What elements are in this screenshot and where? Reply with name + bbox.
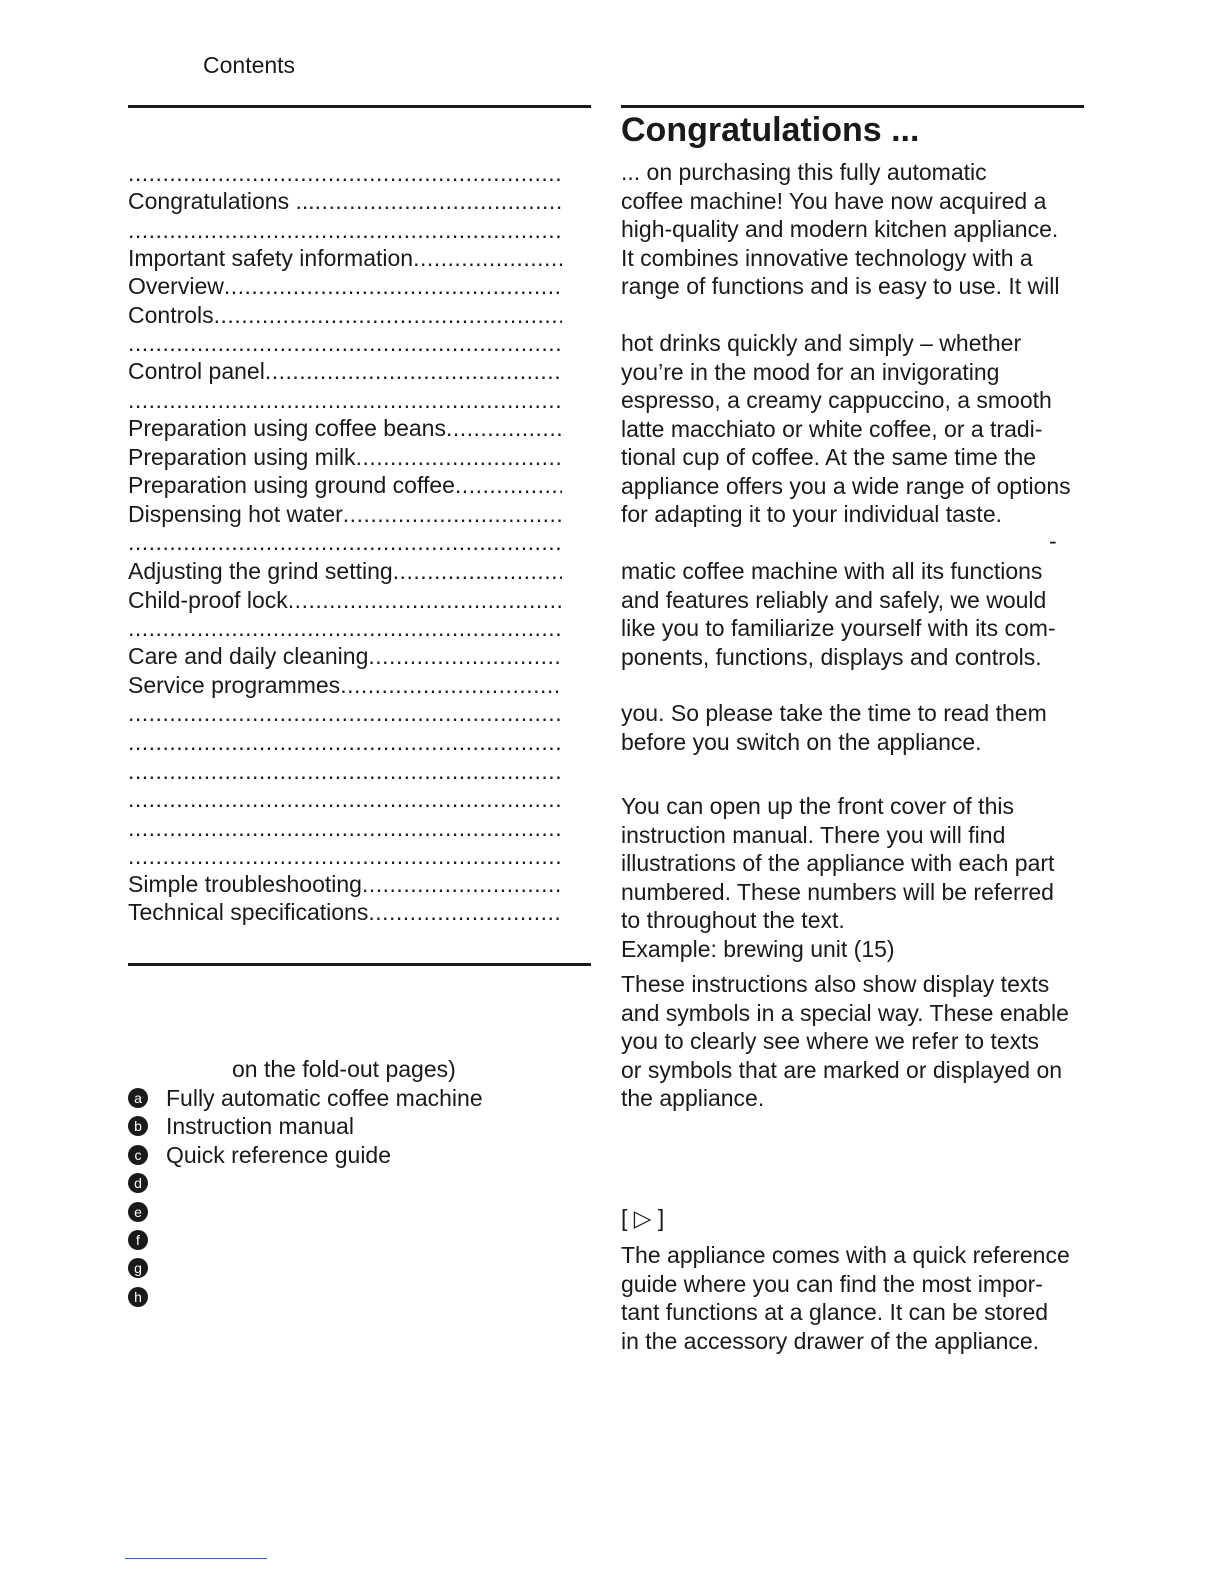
paragraph-line: to throughout the text. <box>621 907 845 933</box>
paragraph-line: tional cup of coffee. At the same time the <box>621 444 1037 470</box>
toc-entry[interactable] <box>128 414 562 442</box>
toc-dot-leader <box>413 244 562 272</box>
toc-dot-leader <box>362 870 562 898</box>
toc-entry-label: Control panel <box>128 358 265 384</box>
paragraph-line: appliance offers you a wide range of options <box>621 472 1071 499</box>
contents-list-item-label: Fully automatic coffee machine <box>166 1085 483 1111</box>
toc-entry[interactable] <box>128 272 562 300</box>
toc-entry[interactable] <box>128 216 562 244</box>
intro-paragraph-2 <box>621 329 1091 529</box>
toc-entry-label: Congratulations ... <box>128 188 315 214</box>
toc-entry[interactable] <box>128 329 562 357</box>
contents-list-item <box>128 1226 166 1254</box>
toc-dot-leader <box>224 272 562 300</box>
toc-entry[interactable] <box>128 642 562 670</box>
toc-entry-label: Important safety information <box>128 245 414 271</box>
toc-entry-label: Preparation using milk <box>128 444 356 470</box>
toc-bottom-rule <box>128 963 591 966</box>
toc-top-rule <box>128 105 591 108</box>
contents-list-item <box>128 1141 391 1169</box>
toc-entry[interactable] <box>128 728 562 756</box>
toc-entry-label: Child-proof lock <box>128 587 288 613</box>
toc-entry[interactable] <box>128 671 562 699</box>
toc-dot-leader <box>128 386 562 414</box>
toc-dot-leader <box>128 528 562 556</box>
toc-dot-leader <box>393 557 562 585</box>
toc-entry-label: Controls <box>128 302 214 328</box>
paragraph-line: or symbols that are marked or displayed on <box>621 1056 1063 1083</box>
paragraph-line: The appliance comes with a quick reference <box>621 1242 1070 1268</box>
toc-dot-leader <box>340 671 562 699</box>
paragraph-line: for adapting it to your individual taste. <box>621 501 1003 527</box>
toc-entry[interactable] <box>128 357 562 385</box>
toc-entry[interactable] <box>128 699 562 727</box>
contents-list-item-label: Quick reference guide <box>166 1141 392 1168</box>
letter-bullet-icon: a <box>128 1088 148 1108</box>
paragraph-line: espresso, a creamy cappuccino, a smooth <box>621 387 1052 413</box>
toc-entry[interactable] <box>128 244 562 272</box>
toc-dot-leader <box>128 814 562 842</box>
letter-bullet-icon: d <box>128 1173 148 1193</box>
intro-paragraph-6 <box>621 970 1091 1113</box>
toc-dot-leader <box>128 699 562 727</box>
intro-paragraph-7 <box>621 1241 1091 1355</box>
toc-dot-leader <box>128 842 562 870</box>
toc-entry-label: Adjusting the grind setting <box>128 558 393 584</box>
page-header-title: Contents <box>203 52 296 78</box>
toc-dot-leader <box>128 785 562 813</box>
toc-dot-leader <box>128 329 562 357</box>
toc-entry-label: Simple troubleshooting <box>128 871 362 897</box>
paragraph-line: you to clearly see where we refer to texts <box>621 1028 1040 1054</box>
paragraph-line: you. So please take the time to read them <box>621 700 1047 726</box>
toc-dot-leader <box>128 614 562 642</box>
paragraph-line: It combines innovative technology with a <box>621 244 1033 271</box>
letter-bullet-icon: f <box>128 1230 148 1250</box>
toc-entry[interactable] <box>128 187 562 215</box>
paragraph-line: latte macchiato or white coffee, or a tradi- <box>621 415 1043 442</box>
contents-intro <box>232 1055 456 1083</box>
paragraph-line: instruction manual. There you will find <box>621 821 1006 848</box>
toc-entry[interactable] <box>128 471 562 499</box>
toc-entry[interactable] <box>128 500 562 528</box>
toc-dot-leader <box>315 187 562 215</box>
toc-entry[interactable] <box>128 785 562 813</box>
letter-bullet-icon: e <box>128 1202 148 1222</box>
contents-intro-text: on the fold-out pages) <box>232 1056 456 1082</box>
paragraph-line: coffee machine! You have now acquired a <box>621 187 1047 214</box>
toc-entry[interactable] <box>128 557 562 585</box>
toc-dot-leader <box>128 728 562 756</box>
paragraph-line: like you to familiarize yourself with its com- <box>621 615 1056 641</box>
toc-entry-label: Service programmes <box>128 672 341 698</box>
intro-top-rule <box>621 105 1084 108</box>
toc-entry[interactable] <box>128 870 562 898</box>
contents-list-item-label: Instruction manual <box>166 1113 354 1140</box>
paragraph-line: and symbols in a special way. These enable <box>621 999 1069 1026</box>
toc-entry-label: Care and daily cleaning <box>128 643 369 669</box>
toc-entry[interactable] <box>128 586 562 614</box>
contents-list-item <box>128 1283 166 1311</box>
toc-dot-leader <box>128 159 562 187</box>
toc-entry[interactable] <box>128 814 562 842</box>
contents-list-item <box>128 1198 166 1226</box>
toc-dot-leader <box>368 642 562 670</box>
paragraph-line: guide where you can find the most impor- <box>621 1270 1043 1297</box>
toc-entry-label: Overview <box>128 273 224 299</box>
intro-paragraph-3 <box>621 557 1091 671</box>
paragraph-line: ponents, functions, displays and controls. <box>621 643 1042 670</box>
toc-entry[interactable] <box>128 898 562 926</box>
paragraph-line: numbered. These numbers will be referred <box>621 878 1054 905</box>
paragraph-line: range of functions and is easy to use. It will <box>621 273 1060 299</box>
toc-dot-leader <box>446 414 562 442</box>
contents-list-item <box>128 1169 166 1197</box>
toc-entry-label: Preparation using ground coffee <box>128 472 455 498</box>
paragraph-line: These instructions also show display texts <box>621 971 1050 997</box>
letter-bullet-icon: g <box>128 1258 148 1278</box>
toc-entry[interactable] <box>128 842 562 870</box>
paragraph-line: you’re in the mood for an invigorating <box>621 358 1000 385</box>
toc-entry[interactable] <box>128 757 562 785</box>
toc-entry[interactable] <box>128 528 562 556</box>
intro-paragraph-1 <box>621 158 1091 301</box>
intro-paragraph-5 <box>621 792 1091 963</box>
paragraph-line: tant functions at a glance. It can be stored <box>621 1299 1049 1325</box>
footer-link-underline <box>125 1558 267 1559</box>
toc-dot-leader <box>265 357 562 385</box>
paragraph-line: matic coffee machine with all its functions <box>621 558 1043 584</box>
paragraph-line: ... on purchasing this fully automatic <box>621 159 987 185</box>
paragraph-line: illustrations of the appliance with each part <box>621 850 1055 876</box>
toc-dot-leader <box>343 500 562 528</box>
toc-entry-label: Preparation using coffee beans <box>128 415 446 441</box>
hyphen-mark: - <box>1049 528 1057 554</box>
paragraph-line: high-quality and modern kitchen appliance. <box>621 216 1059 242</box>
toc-entry[interactable] <box>128 301 562 329</box>
toc-entry[interactable] <box>128 159 562 187</box>
contents-list-item <box>128 1084 483 1112</box>
contents-list-item <box>128 1112 354 1140</box>
toc-entry[interactable] <box>128 614 562 642</box>
toc-dot-leader <box>455 471 562 499</box>
toc-entry[interactable] <box>128 386 562 414</box>
contents-list-item <box>128 1254 166 1282</box>
toc-dot-leader <box>288 586 562 614</box>
section-heading: Congratulations ... <box>621 111 920 149</box>
paragraph-line: before you switch on the appliance. <box>621 728 982 755</box>
toc-dot-leader <box>356 443 562 471</box>
toc-entry[interactable] <box>128 443 562 471</box>
paragraph-line: You can open up the front cover of this <box>621 793 1014 819</box>
paragraph-line: and features reliably and safely, we would <box>621 586 1047 613</box>
toc-entry-label: Technical specifications <box>128 899 369 925</box>
intro-paragraph-4 <box>621 699 1091 756</box>
paragraph-line: hot drinks quickly and simply – whether <box>621 330 1022 356</box>
symbol-example: [ ▷ ] <box>621 1205 665 1231</box>
toc-dot-leader <box>128 216 562 244</box>
paragraph-line: Example: brewing unit (15) <box>621 935 895 962</box>
paragraph-line: in the accessory drawer of the appliance. <box>621 1327 1040 1354</box>
toc-dot-leader <box>128 757 562 785</box>
paragraph-line: the appliance. <box>621 1085 765 1111</box>
toc-dot-leader <box>214 301 562 329</box>
letter-bullet-icon: h <box>128 1287 148 1307</box>
letter-bullet-icon: c <box>128 1145 148 1165</box>
letter-bullet-icon: b <box>128 1116 148 1136</box>
toc-entry-label: Dispensing hot water <box>128 501 343 527</box>
toc-dot-leader <box>368 898 562 926</box>
